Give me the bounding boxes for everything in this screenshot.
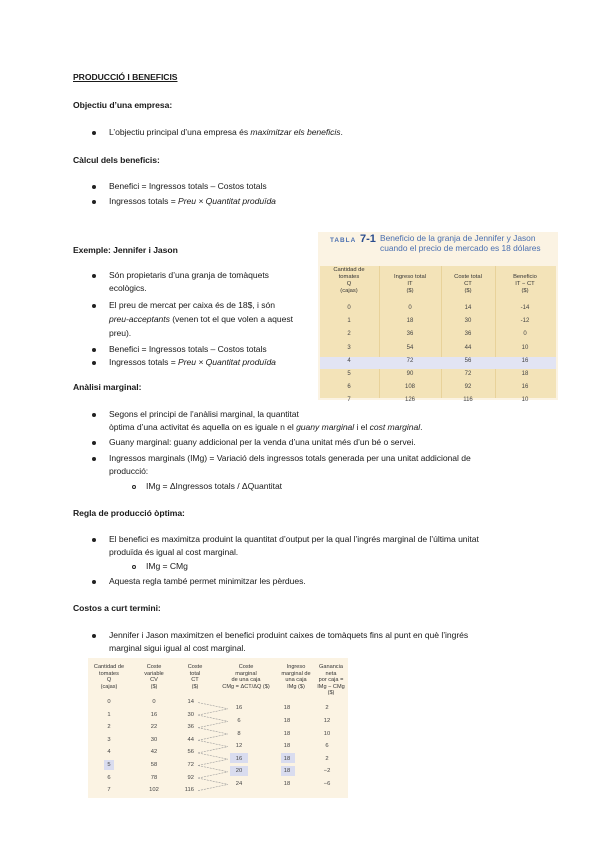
connector-line	[198, 759, 228, 765]
header-line: variable	[144, 670, 164, 677]
bullet-icon	[92, 348, 96, 352]
table-cell: 18	[283, 768, 291, 775]
text-span: Ingressos totals =	[109, 357, 179, 367]
bullet-text: Ingressos marginals (IMg) = Variació dels ingressos totals generada per una unitat addicional de	[109, 453, 471, 463]
bullet-text: El preu de mercat per caixa és de 18$, i són	[109, 300, 275, 310]
header-line: Ingreso total	[394, 274, 426, 280]
connector-line	[198, 778, 228, 784]
bullet-text: Jennifer i Jason maximitzen el benefici produint caixes de tomàquets fins al punt en què l’ingrés	[109, 630, 469, 640]
column-header	[278, 664, 314, 690]
header-line: ($)	[464, 288, 472, 294]
table-cell: 10	[521, 344, 529, 351]
table-cell: 102	[149, 787, 159, 794]
table-cell: 90	[406, 371, 414, 377]
bullet-text	[109, 357, 276, 368]
text-italic: Preu × Quantitat produïda	[178, 357, 276, 367]
bullet-icon	[92, 131, 96, 135]
table-cell: 44	[464, 344, 472, 351]
page-title: PRODUCCIÓ I BENEFICIS	[73, 72, 178, 82]
text-italic: cost marginal	[369, 422, 421, 432]
header-line: CV	[150, 677, 158, 684]
header-line: (cajas)	[100, 683, 118, 690]
table-cell: 18	[283, 730, 291, 737]
table-cell: 7	[347, 397, 351, 404]
table-cell: 0	[347, 305, 351, 311]
connector-line	[198, 747, 228, 753]
table-cell: 78	[150, 774, 158, 781]
text-italic: guany marginal	[296, 422, 355, 432]
table-cell: 24	[235, 780, 243, 787]
connector-line	[198, 703, 228, 709]
header-line: CT	[464, 281, 472, 287]
table-cell: 4	[107, 749, 111, 756]
bullet-text: Benefici = Ingressos totals – Costos totals	[109, 181, 267, 191]
connector-line	[198, 753, 228, 759]
table-cell: 18	[406, 318, 414, 325]
table-cell: 6	[325, 743, 329, 750]
section-heading: Costos a curt termini:	[73, 603, 161, 613]
header-line: IT − CT	[515, 281, 535, 287]
table-cell: -14	[520, 305, 530, 311]
bullet-text: El benefici es maximitza produint la quantitat d’output per la qual l’ingrés marginal de l’última unitat	[109, 534, 479, 544]
table-cell: 7	[107, 787, 111, 794]
bullet-text: marginal sigui igual al cost marginal.	[109, 643, 246, 653]
section-heading: Càlcul dels beneficis:	[73, 155, 160, 165]
text-span: òptima d’una activitat és aquella on es iguale n el	[109, 422, 297, 432]
table-cell: 56	[464, 357, 472, 364]
header-line: CMg = ΔCT/ΔQ ($)	[222, 683, 270, 690]
table-cell: 30	[464, 318, 472, 325]
table-cell: 2	[347, 331, 351, 338]
bullet-text: Benefici = Ingressos totals – Costos totals	[109, 344, 267, 354]
table-cell: 42	[150, 749, 158, 756]
header-line: ($)	[191, 683, 199, 690]
connector-line	[198, 715, 228, 721]
connector-line	[198, 709, 228, 715]
table-cell: 1	[107, 711, 111, 718]
column-header	[496, 274, 554, 295]
section-heading: Exemple: Jennifer i Jason	[73, 245, 178, 255]
table-cell: 16	[235, 755, 243, 762]
table-cell: 92	[464, 384, 472, 391]
header-line: Ingreso	[286, 664, 306, 670]
formula: IMg = ΔIngressos totals / ΔQuantitat	[146, 481, 283, 491]
bullet-text	[109, 127, 343, 138]
bullet-icon	[92, 457, 96, 461]
column-header	[442, 274, 494, 295]
header-line: Coste total	[454, 274, 482, 280]
table-cell: 2	[107, 724, 111, 731]
table-cell: 0	[523, 331, 527, 338]
header-line: ($)	[150, 683, 158, 690]
bullet-text: Segons el principi de l’anàlisi marginal, la quantitat	[109, 409, 299, 419]
connector-line	[198, 772, 228, 778]
header-line: Q	[106, 677, 112, 684]
table-cell: 14	[464, 305, 472, 311]
connector-line	[198, 734, 228, 740]
table-cell: 92	[187, 774, 194, 781]
column-header	[88, 664, 130, 690]
text-span: .	[420, 422, 423, 432]
text-span: L’objectiu principal d’una empresa és	[109, 127, 251, 137]
connector-line	[198, 784, 228, 790]
table-cell: 20	[235, 768, 243, 775]
bullet-icon	[92, 304, 96, 308]
header-line: marginal de	[281, 670, 311, 677]
table-cell: 16	[150, 711, 158, 718]
header-line: ($)	[521, 288, 529, 294]
table-cell: 22	[150, 724, 158, 731]
table-cell: 4	[347, 357, 351, 364]
table-grid	[320, 266, 556, 404]
bullet-text: produïda és igual al cost marginal.	[109, 547, 239, 557]
table-cell: 108	[404, 384, 415, 391]
circle-bullet-icon	[132, 565, 136, 569]
connector-line	[198, 740, 228, 746]
header-line: Beneficio	[513, 274, 537, 280]
header-line: Cantidad de	[93, 664, 125, 670]
table-cell: 6	[237, 717, 241, 724]
table-cell: 18	[283, 780, 291, 787]
bullet-text	[109, 314, 293, 325]
table-cell: 16	[521, 357, 529, 364]
table-cell: 126	[404, 397, 415, 404]
table-cell: 12	[235, 743, 243, 750]
column-header	[178, 664, 212, 690]
header-line: total	[189, 670, 201, 677]
table-cell: 3	[347, 344, 351, 351]
table-number: 7-1	[360, 233, 376, 245]
table-cell: 3	[107, 736, 111, 743]
column-header	[380, 274, 440, 295]
profit-table-image	[318, 232, 558, 404]
header-line: CT	[191, 677, 199, 684]
header-line: (cajas)	[340, 288, 358, 294]
text-italic: maximitzar els beneficis	[250, 127, 341, 137]
connector-line	[198, 766, 228, 772]
table-cell: 36	[406, 331, 414, 338]
table-cell: 18	[283, 755, 291, 762]
header-line: una caja	[285, 677, 307, 684]
bullet-text	[109, 422, 422, 433]
bullet-icon	[92, 200, 96, 204]
table-cell: −2	[323, 768, 331, 775]
text-italic: preu-acceptants	[109, 314, 170, 324]
table-cell: 72	[187, 762, 194, 768]
table-cell: 14	[187, 699, 194, 705]
table-cell: 0	[107, 699, 111, 705]
section-heading: Objectiu d’una empresa:	[73, 100, 173, 110]
circle-bullet-icon	[132, 485, 136, 489]
marginal-cost-table-image	[88, 658, 348, 798]
header-line: Coste	[187, 664, 203, 670]
header-line: Coste	[238, 664, 254, 670]
table-cell: 1	[347, 318, 351, 325]
header-line: marginal	[235, 670, 257, 677]
bullet-icon	[92, 413, 96, 417]
bullet-icon	[92, 361, 96, 365]
header-line: neta	[325, 670, 337, 677]
bullet-icon	[92, 634, 96, 638]
bullet-icon	[92, 441, 96, 445]
table-cell: 58	[150, 762, 158, 768]
text-italic: Preu × Quantitat produïda	[178, 196, 276, 206]
section-heading: Anàlisi marginal:	[73, 382, 142, 392]
bullet-text: producció:	[109, 466, 149, 476]
table-cell: 16	[521, 384, 529, 391]
header-line: Coste	[146, 664, 162, 670]
text-span: i el	[354, 422, 370, 432]
header-line: ($)	[406, 288, 414, 294]
table-cell: 36	[187, 724, 194, 731]
header-line: Q	[346, 281, 352, 287]
header-line: IMg − CMg ($)	[317, 683, 345, 697]
bullet-icon	[92, 580, 96, 584]
table-cell: 56	[187, 749, 194, 756]
table-cell: 6	[347, 384, 351, 391]
table-cell: 116	[184, 787, 194, 794]
text-span: Ingressos totals =	[109, 196, 179, 206]
bullet-text: Aquesta regla també permet minimitzar les pèrdues.	[109, 576, 306, 586]
table-cell: 44	[187, 736, 194, 743]
table-cell: 36	[464, 331, 472, 338]
table-cell: 2	[325, 755, 329, 762]
header-line: Ganancia	[319, 664, 343, 670]
table-cell: 16	[235, 705, 243, 712]
table-cell: 6	[107, 774, 111, 781]
header-line: Cantidad de	[333, 267, 365, 273]
table-cell: 2	[325, 705, 329, 712]
text-span: (venen tot el que volen a aquest	[169, 314, 293, 324]
bullet-icon	[92, 274, 96, 278]
table-cell: 18	[283, 743, 291, 750]
table-cell: 54	[406, 344, 414, 351]
bullet-icon	[92, 538, 96, 542]
bullet-text: Guany marginal: guany addicional per la venda d’una unitat més d’un bé o servei.	[109, 437, 416, 447]
table-cell: 18	[283, 717, 291, 724]
bullet-text: preu).	[109, 328, 132, 338]
table-cell: 12	[323, 717, 331, 724]
table-cell: 72	[406, 357, 414, 364]
header-line: de una caja	[231, 677, 261, 684]
table-cell: 10	[521, 397, 529, 404]
header-line: por caja =	[318, 677, 344, 684]
bullet-icon	[92, 185, 96, 189]
table-cell: 5	[347, 371, 351, 377]
table-cell: 8	[237, 730, 241, 737]
table-cell: −6	[323, 780, 331, 787]
header-line: tomates	[338, 274, 360, 280]
table-cell: 116	[463, 397, 473, 404]
column-header	[216, 664, 276, 690]
bullet-text: Són propietaris d’una granja de tomàquets	[109, 270, 269, 280]
table-cell: 72	[464, 371, 472, 377]
bullet-text: ecològics.	[109, 283, 147, 293]
table-cell: 5	[107, 762, 111, 768]
section-heading: Regla de producció òptima:	[73, 508, 185, 518]
table-title: Beneficio de la granja de Jennifer y Jason cuando el precio de mercado es 18 dólares	[380, 233, 541, 253]
header-line: IT	[407, 281, 413, 287]
table-cell: 10	[323, 730, 331, 737]
bullet-text	[109, 196, 276, 207]
connector-line	[198, 721, 228, 727]
table-cell: 30	[187, 711, 194, 718]
table-cell: 0	[408, 305, 412, 311]
table-cell: 30	[150, 736, 158, 743]
column-header	[320, 267, 378, 295]
table-cell: -12	[520, 318, 530, 325]
header-line: tomates	[99, 670, 119, 677]
formula: IMg = CMg	[146, 561, 188, 571]
column-header	[314, 664, 348, 697]
table-cell: 18	[283, 705, 291, 712]
connector-line	[198, 728, 228, 734]
table-cell: 18	[521, 371, 529, 377]
column-header	[134, 664, 174, 690]
table-cell: 0	[152, 699, 156, 705]
header-line: IMg ($)	[287, 683, 305, 690]
text-span: .	[340, 127, 343, 137]
table-label: TABLA	[330, 237, 357, 244]
